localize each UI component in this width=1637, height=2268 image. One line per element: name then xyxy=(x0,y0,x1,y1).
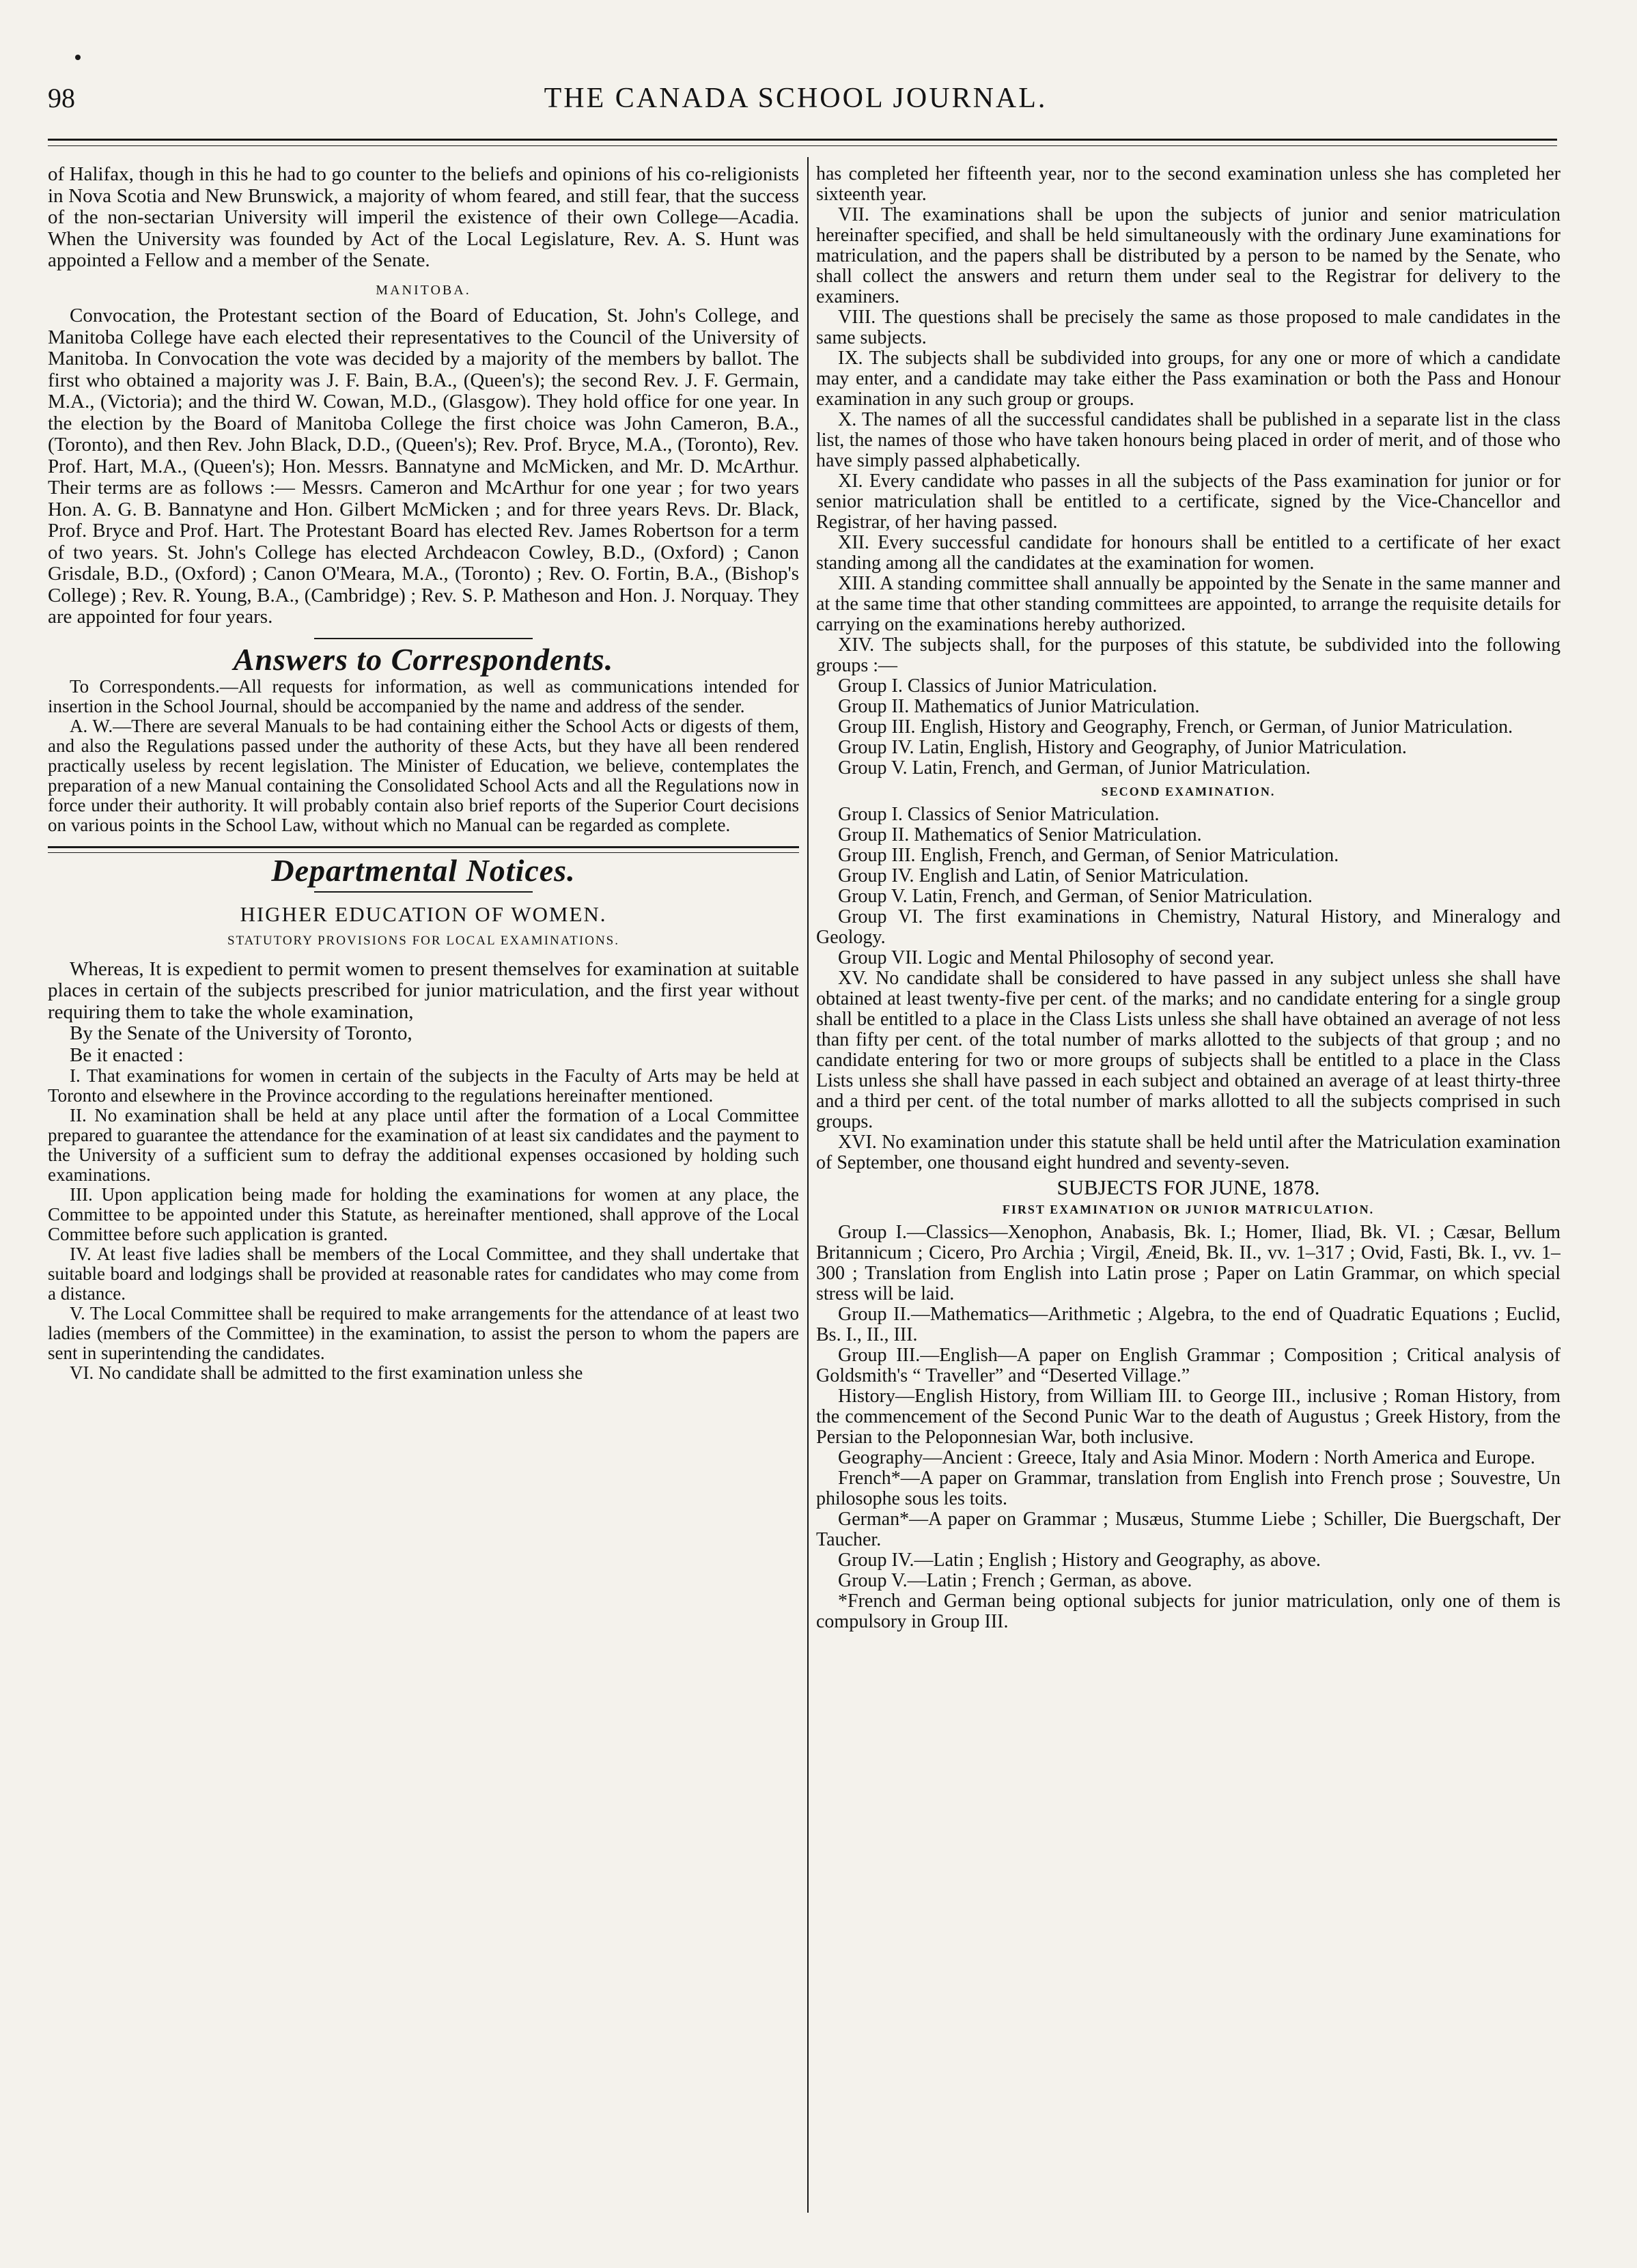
header-rule-thin xyxy=(48,145,1557,146)
second-group-5: Group V. Latin, French, and German, of Senior Matriculation. xyxy=(838,886,1313,907)
answers-heading: Answers to Correspondents. xyxy=(233,641,614,677)
first-group-3: Group III. English, History and Geography, French, or German, of Junior Matriculation. xyxy=(838,716,1513,738)
by-senate: By the Senate of the University of Toronto, xyxy=(70,1022,412,1044)
section-rule xyxy=(314,891,533,893)
subject-paragraph: German*—A paper on Grammar ; Musæus, Stumme Liebe ; Schiller, Die Buergschaft, Der Taucher. xyxy=(816,1509,1561,1550)
clause-6-cont: has completed her fifteenth year, nor to the second examination unless she has completed her sixteenth year. xyxy=(816,164,1561,205)
left-column xyxy=(48,164,799,2240)
clause-10: X. The names of all the successful candidates shall be published in a separate list in the class list, the names of those who have taken honours being placed in order of merit, and of those who have simply passed alphabetically. xyxy=(816,409,1561,471)
second-group-4: Group IV. English and Latin, of Senior Matriculation. xyxy=(838,865,1249,886)
second-group-7: Group VII. Logic and Mental Philosophy of second year. xyxy=(838,947,1274,968)
be-it-enacted: Be it enacted : xyxy=(70,1044,184,1066)
clause-2: II. No examination shall be held at any place until after the formation of a Local Committee prepared to guarantee the attendance for the examination of at least six candidates and the payment to the University of a sufficient sum to defray the additional expenses occasioned by holding such examinations. xyxy=(48,1105,799,1185)
page-number: 98 xyxy=(48,83,75,113)
column-divider xyxy=(807,157,809,2213)
subjects-heading: SUBJECTS FOR JUNE, 1878. xyxy=(1057,1175,1320,1199)
subject-paragraph: Group III.—English—A paper on English Grammar ; Composition ; Critical analysis of Goldsmith's “ Traveller” and “Deserted Village.” xyxy=(816,1345,1561,1386)
clause-5: V. The Local Committee shall be required to make arrangements for the attendance of at least two ladies (members of the Committee) in the examination, to assist the person to whom the papers are sent in superintending the candidates. xyxy=(48,1303,799,1363)
clause-12: XII. Every successful candidate for honours shall be entitled to a certificate of her exact standing among all the candidates at the examination for women. xyxy=(816,532,1561,574)
statutory-heading: STATUTORY PROVISIONS FOR LOCAL EXAMINATIONS. xyxy=(227,934,619,948)
subject-paragraph: Group II.—Mathematics—Arithmetic ; Algebra, to the end of Quadratic Equations ; Euclid, Bs. I., II., III. xyxy=(816,1304,1561,1345)
subject-paragraph: Group I.—Classics—Xenophon, Anabasis, Bk. I.; Homer, Iliad, Bk. VI. ; Cæsar, Bellum Britannicum ; Cicero, Pro Archia ; Virgil, Æneid, Bk. II., vv. 1–317 ; Ovid, Fasti, Bk. I., vv. 1–300 ; Translation from English into Latin prose ; Paper on Latin Grammar, on which special stress will be laid. xyxy=(816,1222,1561,1304)
clause-1: I. That examinations for women in certain of the subjects in the Faculty of Arts may be held at Toronto and elsewhere in the Province according to the regulations hereinafter mentioned. xyxy=(48,1065,799,1106)
page-header xyxy=(27,82,1564,123)
clause-8: VIII. The questions shall be precisely the same as those proposed to male candidates in the same subjects. xyxy=(816,307,1561,348)
clause-11: XI. Every candidate who passes in all the subjects of the Pass examination for junior or for senior matriculation shall be entitled to a certificate, signed by the Vice-Chancellor and Registrar, of her having passed. xyxy=(816,471,1561,533)
header-rule xyxy=(48,139,1557,141)
subject-paragraph: History—English History, from William III. to George III., inclusive ; Roman History, from the commencement of the Second Punic War to the death of Augustus ; Greek History, from the Persian to the Peloponnesian War, both inclusive. xyxy=(816,1386,1561,1448)
footnote: *French and German being optional subjects for junior matriculation, only one of them is compulsory in Group III. xyxy=(816,1591,1561,1632)
clause-4: IV. At least five ladies shall be members of the Local Committee, and they shall undertake that suitable board and lodgings shall be provided at reasonable rates for candidates who may come from a distance. xyxy=(48,1244,799,1304)
second-group-3: Group III. English, French, and German, of Senior Matriculation. xyxy=(838,845,1339,866)
first-group-5: Group V. Latin, French, and German, of Junior Matriculation. xyxy=(838,757,1311,779)
second-exam-heading: SECOND EXAMINATION. xyxy=(1101,785,1276,798)
higher-education-heading: HIGHER EDUCATION OF WOMEN. xyxy=(240,901,607,926)
subject-paragraph: French*—A paper on Grammar, translation from English into French prose ; Souvestre, Un philosophe sous les toits. xyxy=(816,1468,1561,1509)
second-group-1: Group I. Classics of Senior Matriculation. xyxy=(838,804,1160,825)
subject-paragraph: Group IV.—Latin ; English ; History and Geography, as above. xyxy=(838,1550,1321,1571)
first-group-2: Group II. Mathematics of Junior Matriculation. xyxy=(838,696,1200,717)
first-group-4: Group IV. Latin, English, History and Geography, of Junior Matriculation. xyxy=(838,737,1407,758)
second-group-2: Group II. Mathematics of Senior Matriculation. xyxy=(838,824,1202,845)
manitoba-paragraph: Convocation, the Protestant section of the Board of Education, St. John's College, and Manitoba College have each elected their representatives to the Council of the University of Manitoba. In Convocation the vote was decided by a majority of the members by ballot. The first who obtained a majority was J. F. Bain, B.A., (Queen's); the second Rev. J. F. Germain, M.A., (Victoria); and the third W. Cowan, M.D., (Glasgow). They hold office for one year. In the election by the Board of Manitoba College the first choice was John Cameron, B.A., (Toronto), and then Rev. John Black, D.D., (Queen's); Rev. Prof. Bryce, M.A., (Toronto), Rev. Prof. Hart, M.A., (Queen's); Hon. Messrs. Bannatyne and McMicken, and Mr. D. McArthur. Their terms are as follows :— Messrs. Cameron and McArthur for one year ; for two years Hon. A. G. B. Bannatyne and Hon. Gilbert McMicken ; and for three years Revs. Dr. Black, Prof. Bryce and Prof. Hart. The Protestant Board has elected Rev. James Robertson for a term of two years. St. John's College has elected Archdeacon Cowley, B.D., (Oxford) ; Canon Grisdale, B.D., (Oxford) ; Canon O'Meara, M.A., (Toronto) ; Rev. O. Fortin, B.A., (Bishop's College) ; Rev. R. Young, B.A., (Cambridge) ; Rev. S. P. Matheson and Hon. J. Norquay. They are appointed for four years. xyxy=(48,305,799,628)
clause-9: IX. The subjects shall be subdivided into groups, for any one or more of which a candidate may enter, and a candidate may take either the Pass examination or both the Pass and Honour examination in any such group or groups. xyxy=(816,348,1561,410)
first-group-1: Group I. Classics of Junior Matriculation. xyxy=(838,675,1158,697)
clause-3: III. Upon application being made for holding the examinations for women at any place, the Committee to be appointed under this Statute, as hereinafter mentioned, shall approve of the Local Committee before such application is granted. xyxy=(48,1184,799,1244)
clause-15: XV. No candidate shall be considered to have passed in any subject unless she shall have obtained at least twenty-five per cent. of the marks; and no candidate entering for a single group shall be entitled to a place in the Class Lists unless she shall have obtained an average of not less than fifty per cent. of the total number of marks allotted to the subjects of that group ; and no candidate entering for two or more groups of subjects shall be entitled to a place in the Class Lists unless she shall have passed in each subject and obtained an average of at least thirty-three and a third per cent. of the total number of marks allotted to all the subjects comprised in such groups. xyxy=(816,968,1561,1132)
clause-7: VII. The examinations shall be upon the subjects of junior and senior matriculation hereinafter specified, and shall be held simultaneously with the ordinary June examinations for matriculation, and the papers shall be distributed by a person to be named by the Senate, who shall collect the answers and return them under seal to the Registrar for delivery to the examiners. xyxy=(816,204,1561,307)
right-column xyxy=(816,164,1561,2240)
correspondents-paragraph: To Correspondents.—All requests for information, as well as communications intended for insertion in the School Journal, should be accompanied by the name and address of the sender. xyxy=(48,676,799,716)
intro-paragraph: of Halifax, though in this he had to go counter to the beliefs and opinions of his co-religionists in Nova Scotia and New Brunswick, a majority of whom feared, and still fear, that the success of the non-sectarian University will imperil the existence of their own College—Acadia. When the University was founded by Act of the Local Legislature, Rev. A. S. Hunt was appointed a Fellow and a member of the Senate. xyxy=(48,164,799,271)
whereas-paragraph: Whereas, It is expedient to permit women to present themselves for examination at suitable places in certain of the subjects prescribed for junior matriculation, and the first year without requiring them to take the whole examination, xyxy=(48,957,799,1023)
clause-13: XIII. A standing committee shall annually be appointed by the Senate in the same manner and at the same time that other standing committees are appointed, to arrange the requisite details for carrying on the examinations hereby authorized. xyxy=(816,573,1561,635)
ink-dot xyxy=(75,55,81,60)
first-exam-heading: FIRST EXAMINATION OR JUNIOR MATRICULATION. xyxy=(1002,1203,1375,1216)
journal-title: THE CANADA SCHOOL JOURNAL. xyxy=(544,83,1048,114)
section-rule-thick xyxy=(48,846,799,848)
manitoba-heading: MANITOBA. xyxy=(376,282,471,298)
second-group-6: Group VI. The first examinations in Chemistry, Natural History, and Mineralogy and Geology. xyxy=(816,906,1561,948)
departmental-heading: Departmental Notices. xyxy=(271,853,576,888)
section-rule xyxy=(314,638,533,639)
clause-16: XVI. No examination under this statute shall be held until after the Matriculation examination of September, one thousand eight hundred and seventy-seven. xyxy=(816,1132,1561,1173)
aw-paragraph: A. W.—There are several Manuals to be had containing either the School Acts or digests of them, and also the Regulations passed under the authority of these Acts, but they have all been rendered practically useless by recent legislation. The Minister of Education, we believe, contemplates the preparation of a new Manual containing the Consolidated School Acts and all the Regulations now in force under their authority. It will probably contain also brief reports of the Superior Court decisions on various points in the School Law, without which no Manual can be regarded as complete. xyxy=(48,716,799,835)
clause-14: XIV. The subjects shall, for the purposes of this statute, be subdivided into the following groups :— xyxy=(816,634,1561,676)
subject-paragraph: Geography—Ancient : Greece, Italy and Asia Minor. Modern : North America and Europe. xyxy=(838,1447,1535,1468)
subject-paragraph: Group V.—Latin ; French ; German, as above. xyxy=(838,1570,1192,1591)
clause-6: VI. No candidate shall be admitted to the first examination unless she xyxy=(70,1362,583,1383)
